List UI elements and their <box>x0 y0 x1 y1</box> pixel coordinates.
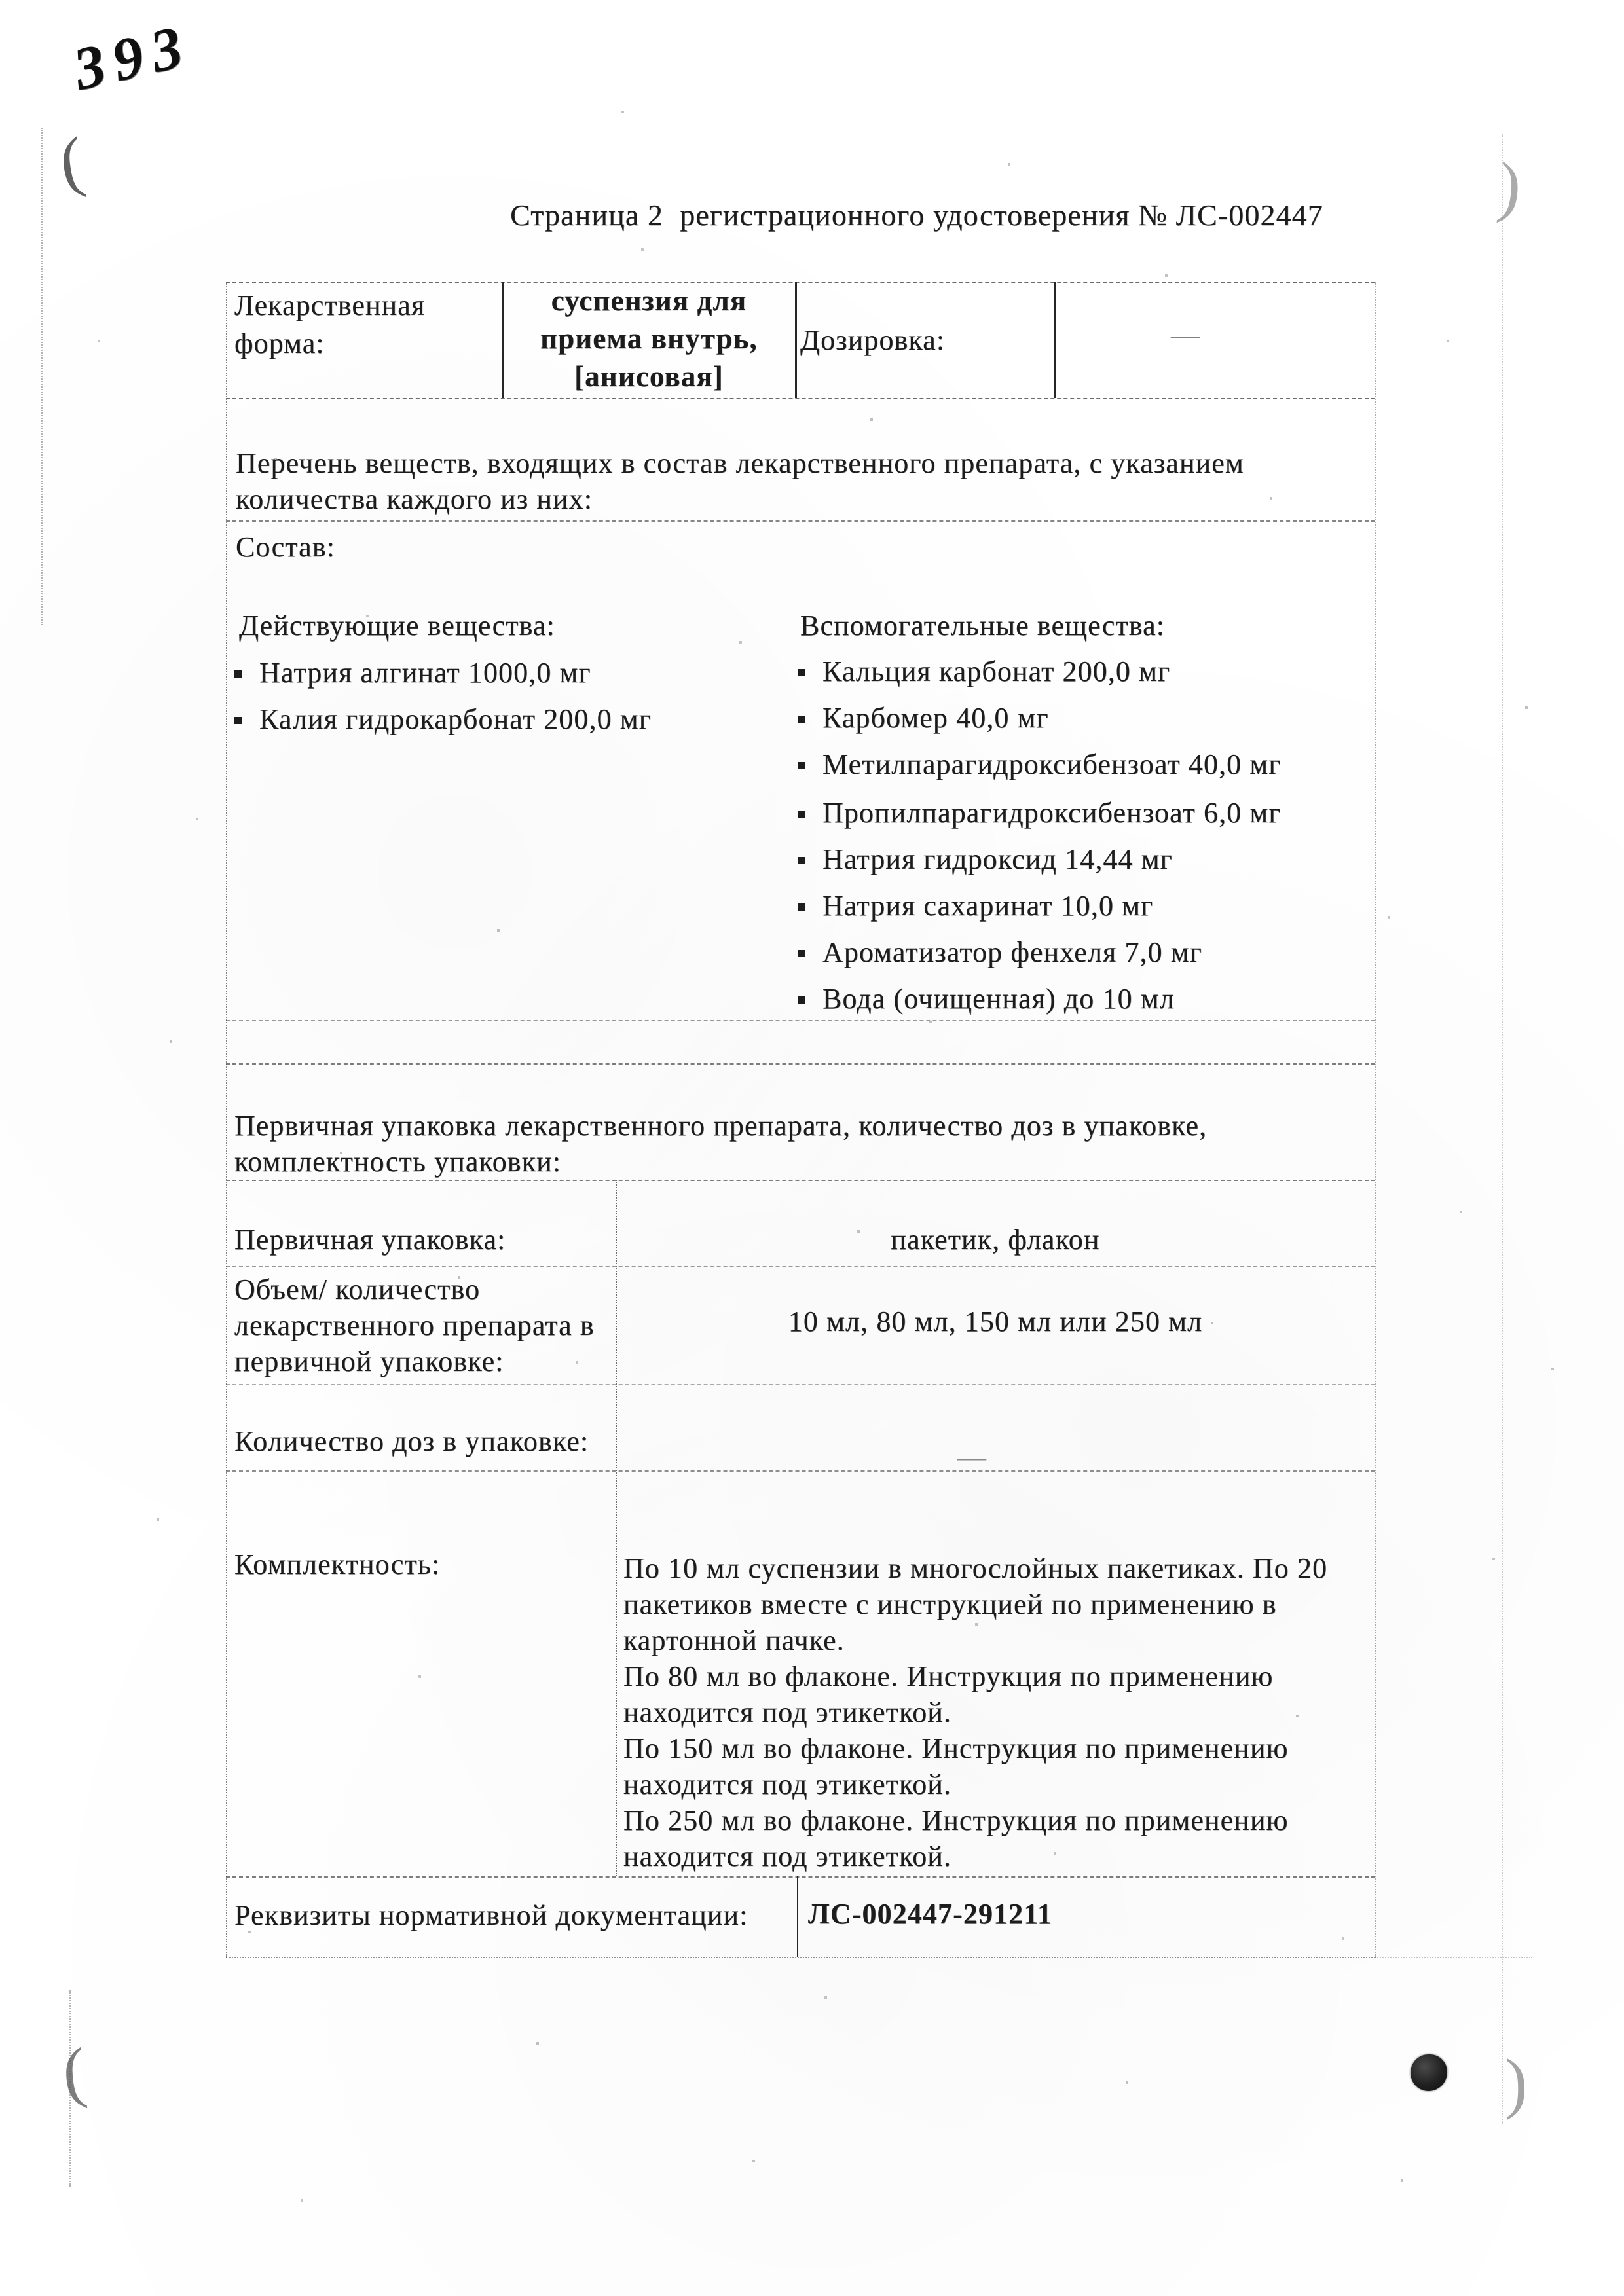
auxiliary-substances-header: Вспомогательные вещества: <box>800 610 1166 642</box>
requisites-label: Реквизиты нормативной документации: <box>234 1899 748 1931</box>
auxiliary-substance-item: Натрия гидроксид 14,44 мг <box>798 843 1173 876</box>
packaging-header-bottom-border <box>226 1180 1375 1181</box>
packaging-table-column-divider <box>616 1180 617 1876</box>
bullet-square-icon <box>798 950 805 957</box>
sostav-label: Состав: <box>236 531 335 563</box>
form-table-top-border <box>226 282 1375 283</box>
packaging-table-top-border <box>226 1063 1375 1065</box>
corner-mark-bottom-right: ) <box>1505 2045 1528 2121</box>
dosage-value-dash: — <box>1171 319 1201 351</box>
requisites-bottom-border-extension <box>1375 1957 1532 1958</box>
bullet-square-icon <box>798 857 805 864</box>
corner-mark-top-left: ( <box>54 122 89 202</box>
active-substance-item: Калия гидрокарбонат 200,0 мг <box>234 702 652 736</box>
komplekt-line: находится под этикеткой. <box>623 1696 952 1728</box>
komplekt-line: По 150 мл во флаконе. Инструкция по применению <box>623 1732 1289 1764</box>
active-substances-header: Действующие вещества: <box>239 610 555 642</box>
volume-value: 10 мл, 80 мл, 150 мл или 250 мл <box>788 1305 1203 1338</box>
document-header: Страница 2 регистрационного удостоверения № ЛС-002447 <box>510 198 1323 232</box>
komplekt-line: находится под этикеткой. <box>623 1840 952 1872</box>
primary-packaging-label: Первичная упаковка: <box>234 1224 506 1256</box>
auxiliary-substance-item: Метилпарагидроксибензоат 40,0 мг <box>798 748 1281 781</box>
volume-label-line: лекарственного препарата в <box>234 1309 595 1341</box>
bullet-square-icon <box>798 762 805 769</box>
handwritten-page-number: 393 <box>67 11 198 103</box>
form-value-line: приема внутрь, <box>540 322 758 355</box>
packaging-row-border <box>226 1384 1375 1385</box>
requisites-value: ЛС-002447-291211 <box>808 1898 1053 1930</box>
bullet-square-icon <box>798 716 805 723</box>
volume-label-line: первичной упаковке: <box>234 1345 504 1377</box>
requisites-bottom-border <box>226 1957 1375 1958</box>
requisites-column-divider <box>797 1876 798 1957</box>
form-label: Лекарственная форма: <box>234 289 426 359</box>
komplekt-line: По 250 мл во флаконе. Инструкция по применению <box>623 1804 1289 1836</box>
corner-mark-top-right: ) <box>1494 148 1525 226</box>
komplekt-line: По 80 мл во флаконе. Инструкция по применению <box>623 1660 1274 1692</box>
corner-mark-bottom-left: ( <box>59 2033 90 2111</box>
komplekt-line: находится под этикеткой. <box>623 1768 952 1800</box>
primary-packaging-value: пакетик, флакон <box>891 1224 1100 1256</box>
doses-label: Количество доз в упаковке: <box>234 1425 589 1457</box>
doses-value-dash: — <box>957 1441 987 1473</box>
left-margin-dotted-line <box>41 128 43 625</box>
right-margin-dotted-line <box>1502 134 1503 2124</box>
form-value-line: [анисовая] <box>574 360 724 393</box>
punch-hole-mark <box>1411 2054 1447 2091</box>
komplekt-line: пакетиков вместе с инструкцией по применению в <box>623 1588 1277 1620</box>
packaging-row-border <box>226 1470 1375 1472</box>
packaging-row-border <box>226 1266 1375 1267</box>
auxiliary-substance-item: Вода (очищенная) до 10 мл <box>798 982 1175 1015</box>
bullet-square-icon <box>798 903 805 911</box>
komplekt-line: картонной пачке. <box>623 1624 845 1656</box>
auxiliary-substance-item: Карбомер 40,0 мг <box>798 701 1049 735</box>
scan-noise-speckles <box>0 0 1 1</box>
volume-label-line: Объем/ количество <box>234 1273 481 1305</box>
auxiliary-substance-item: Натрия сахаринат 10,0 мг <box>798 889 1153 922</box>
packaging-table-bottom-border <box>226 1876 1375 1878</box>
active-substance-item: Натрия алгинат 1000,0 мг <box>234 656 591 689</box>
composition-divider-line <box>226 520 1375 522</box>
composition-intro-line: Перечень веществ, входящих в состав лекарственного препарата, с указанием <box>236 447 1244 479</box>
auxiliary-substance-item: Кальция карбонат 200,0 мг <box>798 655 1170 688</box>
form-table-bottom-border <box>226 398 1375 399</box>
dosage-label: Дозировка: <box>800 324 946 356</box>
auxiliary-substance-item: Ароматизатор фенхеля 7,0 мг <box>798 936 1202 969</box>
auxiliary-substance-item: Пропилпарагидроксибензоат 6,0 мг <box>798 796 1282 829</box>
bullet-square-icon <box>798 996 805 1004</box>
bullet-square-icon <box>798 811 805 818</box>
left-margin-dotted-line-bottom <box>69 1990 71 2187</box>
komplekt-line: По 10 мл суспензии в многослойных пакетиках. По 20 <box>623 1552 1328 1584</box>
packaging-section-line: комплектность упаковки: <box>234 1146 562 1178</box>
form-table-divider-3 <box>1054 282 1056 398</box>
form-table-divider-2 <box>795 282 797 398</box>
form-value-line: суспензия для <box>551 284 747 317</box>
composition-intro-line: количества каждого из них: <box>236 483 593 515</box>
composition-bottom-border <box>226 1020 1375 1021</box>
bullet-square-icon <box>798 669 805 676</box>
tables-left-border <box>226 282 227 1958</box>
bullet-square-icon <box>234 717 242 724</box>
komplekt-label: Комплектность: <box>234 1548 441 1580</box>
bullet-square-icon <box>234 670 242 678</box>
packaging-section-line: Первичная упаковка лекарственного препарата, количество доз в упаковке, <box>234 1110 1208 1142</box>
